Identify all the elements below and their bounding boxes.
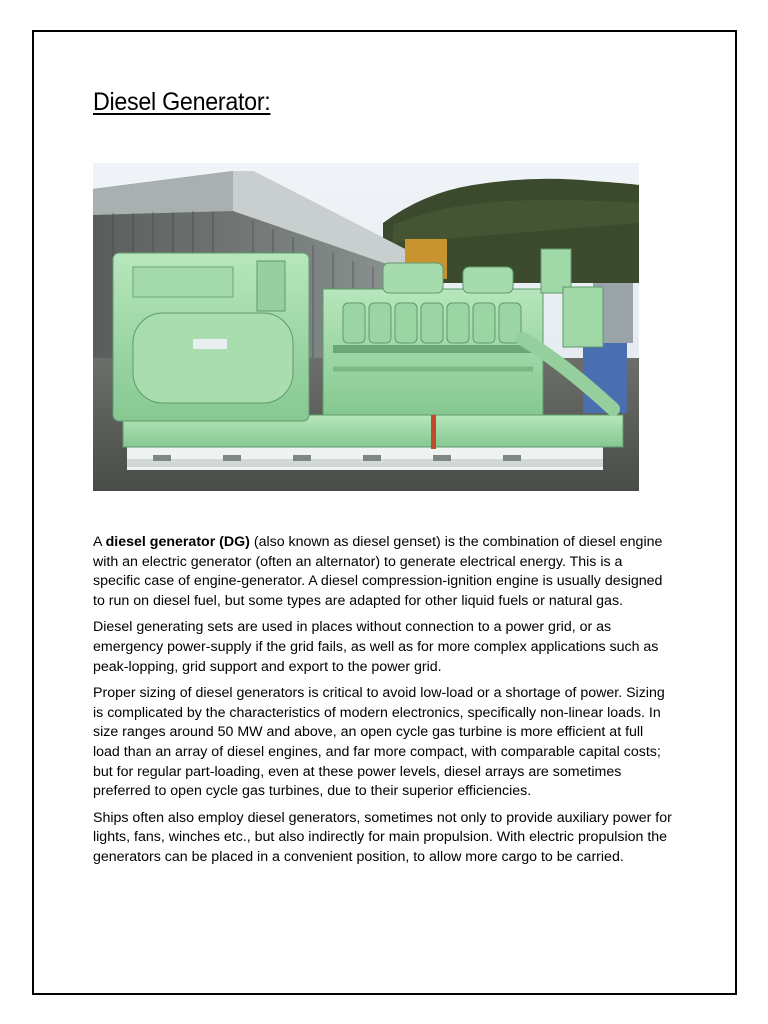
diesel-generator-photo [93,163,639,491]
paragraph-intro-prefix: A [93,534,106,550]
paragraph-ships: Ships often also employ diesel generators, sometimes not only to provide auxiliary power for lights, fans, winches etc., but also indirectly for main propulsion. With electric propulsion the generators can be placed in a convenient position, to allow more cargo to be carried. [93,809,672,865]
paragraph-intro [93,533,673,611]
paragraph-sizing: Proper sizing of diesel generators is critical to avoid low-load or a shortage of power. Sizing is complicated by the characteristics of modern electronics, specifically non-linear loads. In size ranges around 50 MW and above, an open cycle gas turbine is more efficient at full load than an array of diesel engines, and far more compact, with comparable capital costs; but for regular part-loading, even at these power levels, diesel arrays are sometimes preferred to open cycle gas turbines, due to their superior efficiencies. [93,685,665,800]
article-body [93,533,673,875]
page-title: Diesel Generator: [93,88,271,116]
paragraph-uses: Diesel generating sets are used in places without connection to a power grid, or as emergency power-supply if the grid fails, as well as for more complex applications such as peak-lopping, grid support and export to the power grid. [93,619,659,675]
paragraph-intro-rest: (also known as diesel genset) is the combination of diesel engine with an electric generator (often an alternator) to generate electrical energy. This is a specific case of engine-generator. A diesel compression-ignition engine is usually designed to run on diesel fuel, but some types are adapted for other liquid fuels or natural gas. [93,534,663,609]
term-diesel-generator: diesel generator (DG) [105,534,250,550]
